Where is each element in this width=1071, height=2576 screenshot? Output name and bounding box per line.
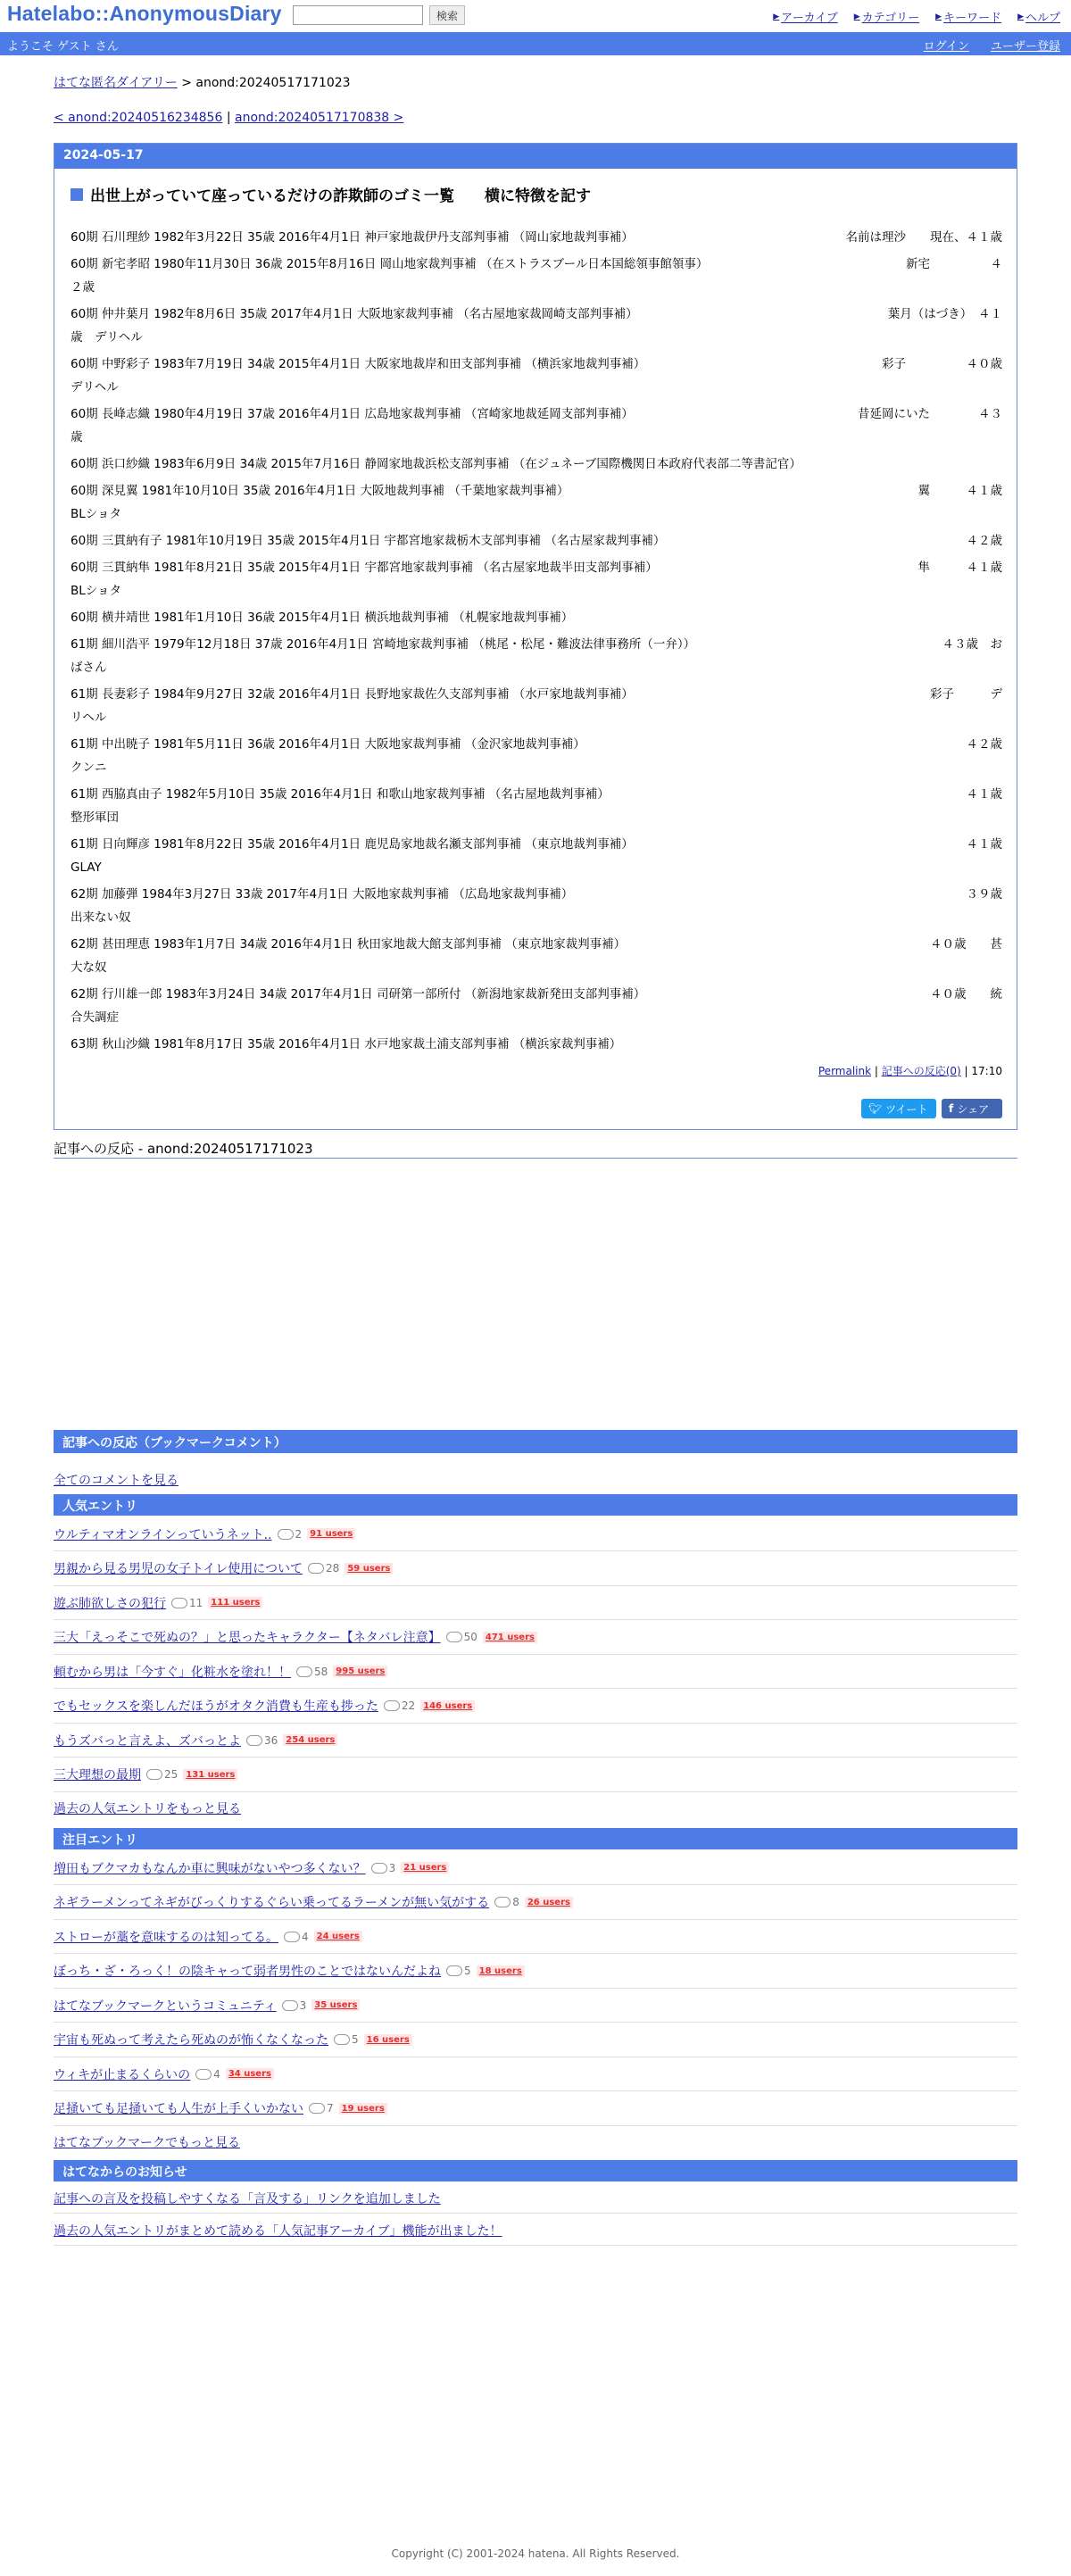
comment-count[interactable]: [284, 1931, 309, 1943]
comment-count[interactable]: [246, 1734, 278, 1747]
line-note: 隼 ４１歳: [917, 561, 1002, 575]
nav-help[interactable]: ▶ ヘルプ: [1017, 12, 1060, 25]
breadcrumb-separator: >: [177, 76, 196, 90]
bookmark-users-badge[interactable]: 146 users: [420, 1700, 475, 1712]
article-line: [71, 783, 1002, 829]
comment-count[interactable]: [278, 1528, 303, 1541]
line-note: 昔延岡にいた ４３: [858, 407, 1002, 421]
notice-item: [54, 2215, 1017, 2246]
entry-title-link[interactable]: ぼっち・ざ・ろっく！の陰キャって弱者男性のことではないんだよね: [54, 1965, 441, 1979]
arrow-icon: ▶: [935, 12, 942, 21]
entry-row: [54, 1724, 1017, 1757]
line-note-wrap: BLショタ: [71, 584, 122, 598]
entry-title-link[interactable]: 遊ぶ肺欲しさの犯行: [54, 1596, 166, 1611]
notice-link[interactable]: 記事への言及を投稿しやすくなる「言及する」リンクを追加しました: [54, 2191, 441, 2206]
line-text: 62期 加藤弾 1984年3月27日 33歳 2017年4月1日 大阪地家裁判事補 （広島地家裁判事補）: [71, 887, 574, 902]
comment-count-value: 50: [463, 1631, 477, 1643]
entry-title-link[interactable]: もうズバっと言えよ、ズバっとよ: [54, 1733, 241, 1749]
comment-count[interactable]: [384, 1699, 415, 1712]
comment-count-value: 8: [512, 1896, 519, 1908]
comment-count[interactable]: [494, 1896, 519, 1908]
entry-title-link[interactable]: ストローが藁を意味するのは知ってる。: [54, 1930, 278, 1945]
line-text: 60期 深見翼 1981年10月10日 35歳 2016年4月1日 大阪地裁判事補 （千葉地家裁判事補）: [71, 484, 569, 498]
entry-title-link[interactable]: ネギラーメンってネギがびっくりするぐらい乗ってるラーメンが無い気がする: [54, 1896, 490, 1910]
breadcrumb-home[interactable]: はてな匿名ダイアリー: [54, 76, 178, 90]
entry-row: [54, 1690, 1017, 1724]
line-text: 60期 三貫納隼 1981年8月21日 35歳 2015年4月1日 宇都宮地家裁判事補 （名古屋家地裁半田支部判事補）: [71, 561, 658, 575]
bookmark-users-badge[interactable]: 111 users: [208, 1597, 262, 1608]
comment-count-value: 28: [326, 1562, 340, 1575]
comment-bubble-icon: [446, 1632, 462, 1642]
all-comments-link[interactable]: 全てのコメントを見る: [54, 1474, 178, 1488]
line-note-wrap: BLショタ: [71, 507, 122, 521]
article-line: [71, 556, 1002, 602]
notice-link[interactable]: 過去の人気エントリがまとめて読める「人気記事アーカイブ」機能が出ました！: [54, 2223, 502, 2239]
article-line: [71, 303, 1002, 349]
line-text: 60期 仲井葉月 1982年8月6日 35歳 2017年4月1日 大阪地家裁判事補 （名古屋地家裁岡崎支部判事補）: [71, 307, 638, 321]
line-note: 新宅 ４: [906, 257, 1002, 271]
line-text: 61期 西脇真由子 1982年5月10日 35歳 2016年4月1日 和歌山地家裁判事補 （名古屋地裁判事補）: [71, 787, 610, 802]
article-line: [71, 833, 1002, 879]
comment-count[interactable]: [296, 1666, 328, 1678]
article-line: [71, 479, 1002, 526]
comment-count-value: 3: [299, 1998, 307, 2012]
line-text: 60期 三貫納有子 1981年10月19日 35歳 2015年4月1日 宇都宮地家裁栃木支部判事補 （名古屋家裁判事補）: [71, 534, 666, 548]
line-note-wrap: 合失調症: [71, 1010, 119, 1025]
footer-separator: |: [871, 1065, 882, 1077]
entry-row: [54, 1586, 1017, 1620]
comment-count[interactable]: [371, 1862, 396, 1874]
entry-row: [54, 2023, 1017, 2057]
line-note: ４１歳: [966, 787, 1002, 802]
bookmark-users-badge[interactable]: 131 users: [183, 1769, 237, 1781]
article-line: [71, 453, 1002, 476]
article-footer: [818, 1063, 1002, 1078]
arrow-icon: ▶: [1017, 12, 1024, 21]
comment-bubble-icon: [494, 1897, 511, 1907]
entry-title-link[interactable]: 宇宙も死ぬって考えたら死ぬのが怖くなくなった: [54, 2033, 328, 2048]
notice-item: [54, 2183, 1017, 2214]
article-title: [71, 183, 591, 205]
permalink[interactable]: Permalink: [818, 1065, 872, 1077]
entry-title-link[interactable]: 男親から見る男児の女子トイレ使用について: [54, 1562, 303, 1576]
article-body: [71, 226, 1002, 1059]
entry-title-link[interactable]: 増田もブクマカもなんか車に興味がないやつ多くない？: [54, 1861, 366, 1876]
entry-title-link[interactable]: 三大理想の最期: [54, 1768, 141, 1782]
line-note-wrap: 大な奴: [71, 960, 107, 975]
bookmark-users-badge[interactable]: 34 users: [226, 2068, 274, 2080]
arrow-icon: ▶: [773, 12, 780, 21]
twitter-bird-icon: 🐦︎: [868, 1102, 886, 1115]
line-text: 61期 中出暁子 1981年5月11日 36歳 2016年4月1日 大阪地家裁判事補 （金沢家地裁判事補）: [71, 737, 585, 752]
attention-more-link[interactable]: はてなブックマークでもっと見る: [54, 2136, 241, 2150]
next-entry-link[interactable]: anond:20240517170838 >: [235, 111, 404, 125]
bookmark-users-badge[interactable]: 24 users: [314, 1931, 362, 1942]
popular-section-title: 人気エントリ: [54, 1494, 1017, 1516]
article-line: [71, 1033, 1002, 1056]
comment-bubble-icon: [334, 2034, 350, 2045]
entry-row: [54, 1886, 1017, 1920]
line-note: ４０歳 統: [930, 987, 1002, 1001]
entry-row: [54, 1621, 1017, 1655]
site-logo[interactable]: Hatelabo::AnonymousDiary: [7, 2, 282, 25]
comment-count-value: 4: [213, 2067, 220, 2081]
entry-row: [54, 1758, 1017, 1792]
popular-more-link[interactable]: 過去の人気エントリをもっと見る: [54, 1802, 241, 1816]
welcome-text: ようこそ ゲスト さん: [7, 40, 119, 54]
comment-bubble-icon: [309, 2103, 325, 2114]
bookmark-users-badge[interactable]: 471 users: [483, 1632, 537, 1643]
line-note-wrap: 整形軍団: [71, 810, 119, 825]
article: [54, 143, 1017, 1130]
comment-count-value: 5: [352, 2033, 359, 2046]
attention-section-title: 注目エントリ: [54, 1828, 1017, 1849]
line-note-wrap: デリヘル: [71, 380, 119, 395]
pager: [54, 111, 403, 125]
line-note-wrap: ２歳: [71, 280, 95, 295]
article-line: [71, 529, 1002, 553]
line-note: ４２歳: [966, 737, 1002, 752]
comment-bubble-icon: [296, 1666, 312, 1677]
comment-count-value: 7: [327, 2102, 334, 2115]
entry-row: [54, 2092, 1017, 2126]
search-button[interactable]: 検索: [429, 5, 465, 25]
article-line: [71, 933, 1002, 979]
comment-bubble-icon: [171, 1598, 187, 1608]
copyright: Copyright (C) 2001-2024 hatena. All Rights Reserved.: [391, 2547, 680, 2560]
title-square-icon: [71, 188, 83, 201]
entry-title-link[interactable]: 三大「えっそこで死ぬの？」と思ったキャラクター【ネタバレ注意】: [54, 1631, 441, 1645]
comment-count[interactable]: [308, 1562, 339, 1575]
bookmark-users-badge[interactable]: 59 users: [345, 1563, 393, 1575]
share-buttons: [861, 1099, 1002, 1118]
line-note-wrap: リヘル: [71, 710, 107, 725]
nav-category[interactable]: ▶ カテゴリー: [853, 12, 920, 25]
line-text: 60期 中野彩子 1983年7月19日 34歳 2015年4月1日 大阪家地裁岸和田支部判事補 （横浜家地裁判事補）: [71, 357, 646, 371]
comment-bubble-icon: [384, 1700, 400, 1711]
bookmark-users-badge[interactable]: 16 users: [364, 2034, 412, 2046]
line-text: 60期 横井靖世 1981年1月10日 36歳 2015年4月1日 横浜地裁判事補 （札幌家地裁判事補）: [71, 611, 574, 625]
bookmark-users-badge[interactable]: 21 users: [401, 1862, 449, 1874]
nav-archive[interactable]: ▶ アーカイブ: [773, 12, 838, 25]
article-line: [71, 226, 1002, 249]
entry-title-link[interactable]: 足掻いても足掻いても人生が上手くいかない: [54, 2102, 303, 2116]
comment-count[interactable]: [171, 1597, 203, 1609]
bookmark-users-badge[interactable]: 254 users: [283, 1734, 337, 1746]
comment-count-value: 4: [302, 1930, 309, 1943]
search-input[interactable]: [293, 5, 423, 25]
line-note-wrap: 歳 デリヘル: [71, 330, 143, 345]
comment-bubble-icon: [246, 1735, 262, 1746]
entry-row: [54, 1920, 1017, 1954]
entry-title-link[interactable]: 頼むから男は「今すぐ」化粧水を塗れ！！: [54, 1665, 291, 1680]
comment-count-value: 36: [264, 1733, 278, 1747]
line-note: 彩子 デ: [930, 687, 1002, 702]
comment-count[interactable]: [282, 1999, 307, 2012]
line-text: 62期 行川雄一郎 1983年3月24日 34歳 2017年4月1日 司研第一部所付 （新潟地家裁新発田支部判事補）: [71, 987, 646, 1001]
bookmark-users-badge[interactable]: 91 users: [307, 1528, 355, 1540]
reactions-link[interactable]: 記事への反応(0): [881, 1065, 961, 1077]
bookmark-users-badge[interactable]: 18 users: [477, 1965, 525, 1977]
post-time: 17:10: [971, 1065, 1002, 1077]
line-note: 葉月（はづき） ４１: [887, 307, 1002, 321]
comment-count[interactable]: [146, 1768, 178, 1781]
comment-count[interactable]: [446, 1631, 477, 1643]
arrow-icon: ▶: [853, 12, 860, 21]
line-note: ３９歳: [966, 887, 1002, 902]
article-date: 2024-05-17: [54, 144, 1017, 169]
top-bar: [0, 0, 1071, 32]
welcome-bar: [0, 32, 1071, 55]
reaction-heading: 記事への反応 - anond:20240517171023: [54, 1139, 1017, 1159]
entry-row: [54, 1655, 1017, 1689]
bookmark-users-badge[interactable]: 26 users: [525, 1897, 573, 1908]
line-note: 彩子 ４０歳: [882, 357, 1002, 371]
line-note-wrap: 歳: [71, 430, 83, 445]
line-text: 61期 長妻彩子 1984年9月27日 32歳 2016年4月1日 長野地家裁佐久支部判事補 （水戸家地裁判事補）: [71, 687, 634, 702]
article-line: [71, 253, 1002, 299]
line-note: 翼 ４１歳: [917, 484, 1002, 498]
comment-bubble-icon: [371, 1863, 387, 1874]
comment-count-value: 11: [189, 1596, 203, 1609]
line-text: 60期 石川理紗 1982年3月22日 35歳 2016年4月1日 神戸家地裁伊丹支部判事補 （岡山家地裁判事補）: [71, 230, 634, 245]
line-text: 63期 秋山沙織 1981年8月17日 35歳 2016年4月1日 水戸地家裁土浦支部判事補 （横浜家裁判事補）: [71, 1037, 622, 1051]
entry-row: [54, 1517, 1017, 1551]
article-title-text: 出世上がっていて座っているだけの詐欺師のゴミ一覧 横に特徴を記す: [90, 187, 591, 205]
line-note-wrap: クンニ: [71, 760, 107, 775]
comment-count-value: 22: [401, 1699, 416, 1712]
article-line: [71, 733, 1002, 779]
line-text: 60期 新宅孝昭 1980年11月30日 36歳 2015年8月16日 岡山地家裁判事補 （在ストラスブール日本国総領事館領事）: [71, 257, 709, 271]
article-line: [71, 606, 1002, 629]
entry-row: [54, 1989, 1017, 2023]
comment-bubble-icon: [195, 2069, 212, 2080]
line-note-wrap: GLAY: [71, 860, 102, 875]
article-line: [71, 403, 1002, 449]
line-text: 61期 日向輝彦 1981年8月22日 35歳 2016年4月1日 鹿児島家地裁名瀬支部判事補 （東京地裁判事補）: [71, 837, 634, 852]
comment-count[interactable]: [446, 1965, 471, 1977]
article-line: [71, 983, 1002, 1029]
entry-title-link[interactable]: はてなブックマークというコミュニティ: [54, 1998, 277, 2014]
line-note: ４０歳 甚: [930, 937, 1002, 951]
top-nav: [773, 8, 1060, 25]
facebook-share-button[interactable]: f シェア: [942, 1099, 1002, 1118]
bookmark-users-badge[interactable]: 35 users: [311, 1999, 360, 2011]
bookmark-users-badge[interactable]: 995 users: [333, 1666, 387, 1677]
line-note-wrap: ばさん: [71, 661, 107, 675]
entry-title-link[interactable]: ウィキが止まるくらいの: [54, 2067, 191, 2082]
line-note: ４３歳 お: [942, 637, 1002, 652]
article-line: [71, 633, 1002, 679]
prev-entry-link[interactable]: < anond:20240516234856: [54, 111, 223, 125]
facebook-icon: f: [949, 1102, 958, 1115]
line-note-wrap: 出来ない奴: [71, 910, 131, 925]
line-text: 61期 細川浩平 1979年12月18日 37歳 2016年4月1日 宮崎地家裁判事補 （桃尾・松尾・難波法律事務所（一弁））: [71, 637, 696, 652]
line-note: 名前は理沙 現在、４１歳: [845, 230, 1002, 245]
comment-count-value: 3: [388, 1861, 396, 1874]
entry-row: [54, 1851, 1017, 1885]
register-link[interactable]: ユーザー登録: [990, 40, 1060, 54]
breadcrumb: [54, 73, 351, 91]
notice-section-title: はてなからのお知らせ: [54, 2160, 1017, 2181]
line-note: ４１歳: [966, 837, 1002, 852]
entry-row: [54, 2057, 1017, 2091]
line-text: 62期 甚田理恵 1983年1月7日 34歳 2016年4月1日 秋田家地裁大館支部判事補 （東京地家裁判事補）: [71, 937, 627, 951]
article-line: [71, 883, 1002, 929]
breadcrumb-current: anond:20240517171023: [195, 76, 351, 90]
comment-count[interactable]: [334, 2033, 359, 2046]
comment-bubble-icon: [446, 1965, 462, 1976]
comment-bubble-icon: [146, 1769, 162, 1780]
comment-count-value: 5: [464, 1965, 471, 1977]
comment-count[interactable]: [309, 2102, 334, 2115]
entry-title-link[interactable]: ウルティマオンラインっていうネット..: [54, 1527, 272, 1542]
comment-bubble-icon: [282, 2000, 298, 2011]
line-text: 60期 浜口紗織 1983年6月9日 34歳 2015年7月16日 静岡家地裁浜松支部判事補 （在ジュネーブ国際機関日本政府代表部二等書記官）: [71, 457, 801, 471]
pager-separator: |: [222, 111, 236, 125]
entry-title-link[interactable]: でもセックスを楽しんだほうがオタク消費も生産も捗った: [54, 1699, 378, 1714]
article-line: [71, 353, 1002, 399]
comment-count[interactable]: [195, 2068, 220, 2081]
line-text: 60期 長峰志織 1980年4月19日 37歳 2016年4月1日 広島地家裁判事補 （宮崎家地裁延岡支部判事補）: [71, 407, 634, 421]
comment-count-value: 58: [314, 1665, 328, 1678]
line-note: ４２歳: [966, 534, 1002, 548]
comment-bubble-icon: [278, 1529, 294, 1540]
comment-bubble-icon: [308, 1563, 324, 1574]
comment-count-value: 25: [164, 1768, 178, 1781]
bookmark-users-badge[interactable]: 19 users: [339, 2103, 387, 2115]
nav-keyword[interactable]: ▶ キーワード: [935, 12, 1002, 25]
footer-separator: |: [960, 1065, 972, 1077]
login-link[interactable]: ログイン: [923, 40, 969, 54]
tweet-button[interactable]: 🐦︎ ツイート: [861, 1099, 936, 1118]
article-line: [71, 683, 1002, 729]
comment-count-value: 2: [295, 1527, 303, 1541]
bookmark-section-title: 記事への反応（ブックマークコメント）: [54, 1430, 1017, 1453]
entry-row: [54, 1955, 1017, 1989]
entry-row: [54, 1552, 1017, 1586]
comment-bubble-icon: [284, 1932, 300, 1942]
